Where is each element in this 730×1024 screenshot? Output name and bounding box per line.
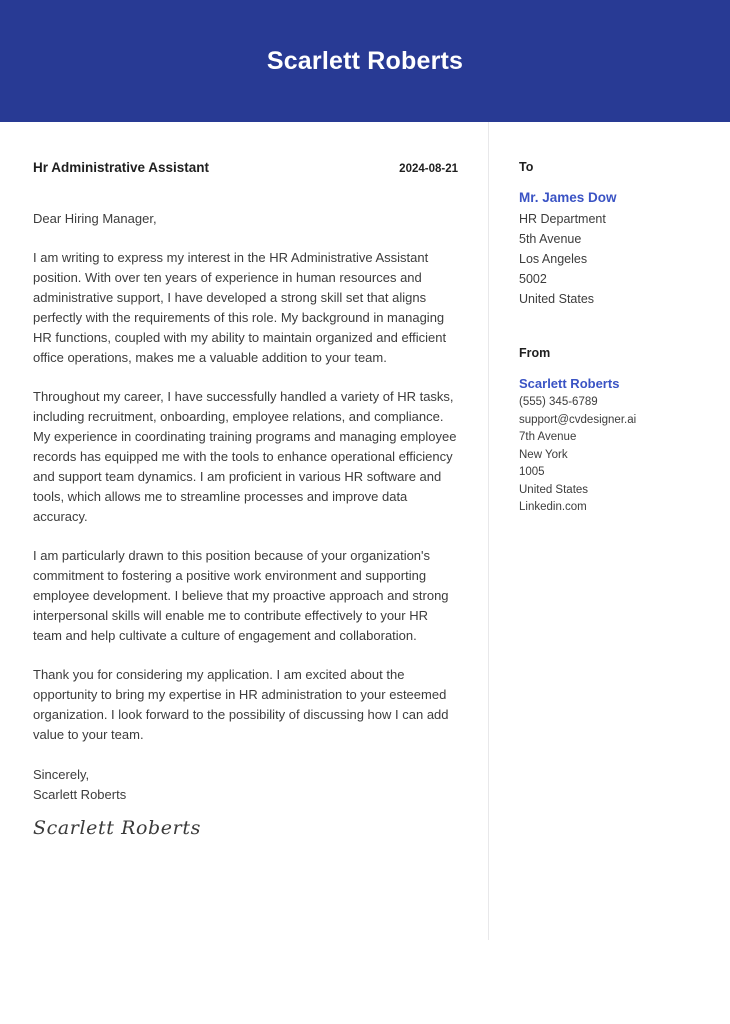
to-heading: To xyxy=(519,160,534,174)
recipient-line: 5th Avenue xyxy=(519,232,582,246)
sender-line: New York xyxy=(519,448,568,461)
letter-paragraph: I am particularly drawn to this position because of your organization's commitment to fostering a positive work environment and supporting employee development. I believe that my proactive approach and strong interpersonal skills will enable me to contribute effectively to your HR team and help cultivate a culture of engagement and collaboration. xyxy=(33,547,449,643)
title-date-row xyxy=(33,160,458,177)
sender-line: United States xyxy=(519,483,589,496)
letter-content xyxy=(0,122,730,1024)
from-heading: From xyxy=(519,346,551,360)
sender-phone: (555) 345-6789 xyxy=(519,396,598,408)
letter-paragraph: Throughout my career, I have successfully handled a variety of HR tasks, including recruitment, onboarding, employee relations, and compliance. My experience in coordinating training programs and managing employee records has equipped me with the tools to enhance operational efficiency and support team dynamics. I am proficient in various HR software and tools, which allows me to streamline processes and improve data accuracy. xyxy=(33,388,457,524)
recipient-line: 5002 xyxy=(519,272,547,286)
letter-paragraph: I am writing to express my interest in the HR Administrative Assistant position. With over ten years of experience in human resources and administrative support, I have developed a strong skill set that aligns perfectly with the requirements of this role. My background in managing HR functions, coupled with my ability to maintain organized and efficient office operations, makes me a valuable addition to your team. xyxy=(33,249,447,365)
job-title: Hr Administrative Assistant xyxy=(33,160,210,175)
closing-word: Sincerely, xyxy=(33,766,90,782)
closing-block xyxy=(33,765,458,805)
recipient-name: Mr. James Dow xyxy=(519,190,617,205)
sender-block xyxy=(519,346,710,517)
sender-name: Scarlett Roberts xyxy=(519,376,620,391)
sender-website: Linkedin.com xyxy=(519,501,587,513)
recipient-line: HR Department xyxy=(519,212,606,226)
salutation: Dear Hiring Manager, xyxy=(33,210,157,226)
recipient-line: United States xyxy=(519,292,595,306)
signature: Scarlett Roberts xyxy=(33,816,201,839)
closing-name: Scarlett Roberts xyxy=(33,786,127,802)
sender-line: 1005 xyxy=(519,466,545,478)
candidate-name-header: Scarlett Roberts xyxy=(266,46,464,75)
recipient-block xyxy=(519,160,710,309)
sender-line: 7th Avenue xyxy=(519,431,577,443)
letter-paragraph: Thank you for considering my application. I am excited about the opportunity to bring my expertise in HR administration to your esteemed organization. I look forward to the possibility of discussing how I can add value to your team. xyxy=(33,666,449,742)
letter-body-column xyxy=(0,122,488,840)
recipient-line: Los Angeles xyxy=(519,252,588,266)
address-column xyxy=(489,122,730,517)
header-band xyxy=(0,0,730,122)
letter-date: 2024-08-21 xyxy=(399,163,458,175)
sender-email: support@cvdesigner.ai xyxy=(519,413,637,426)
